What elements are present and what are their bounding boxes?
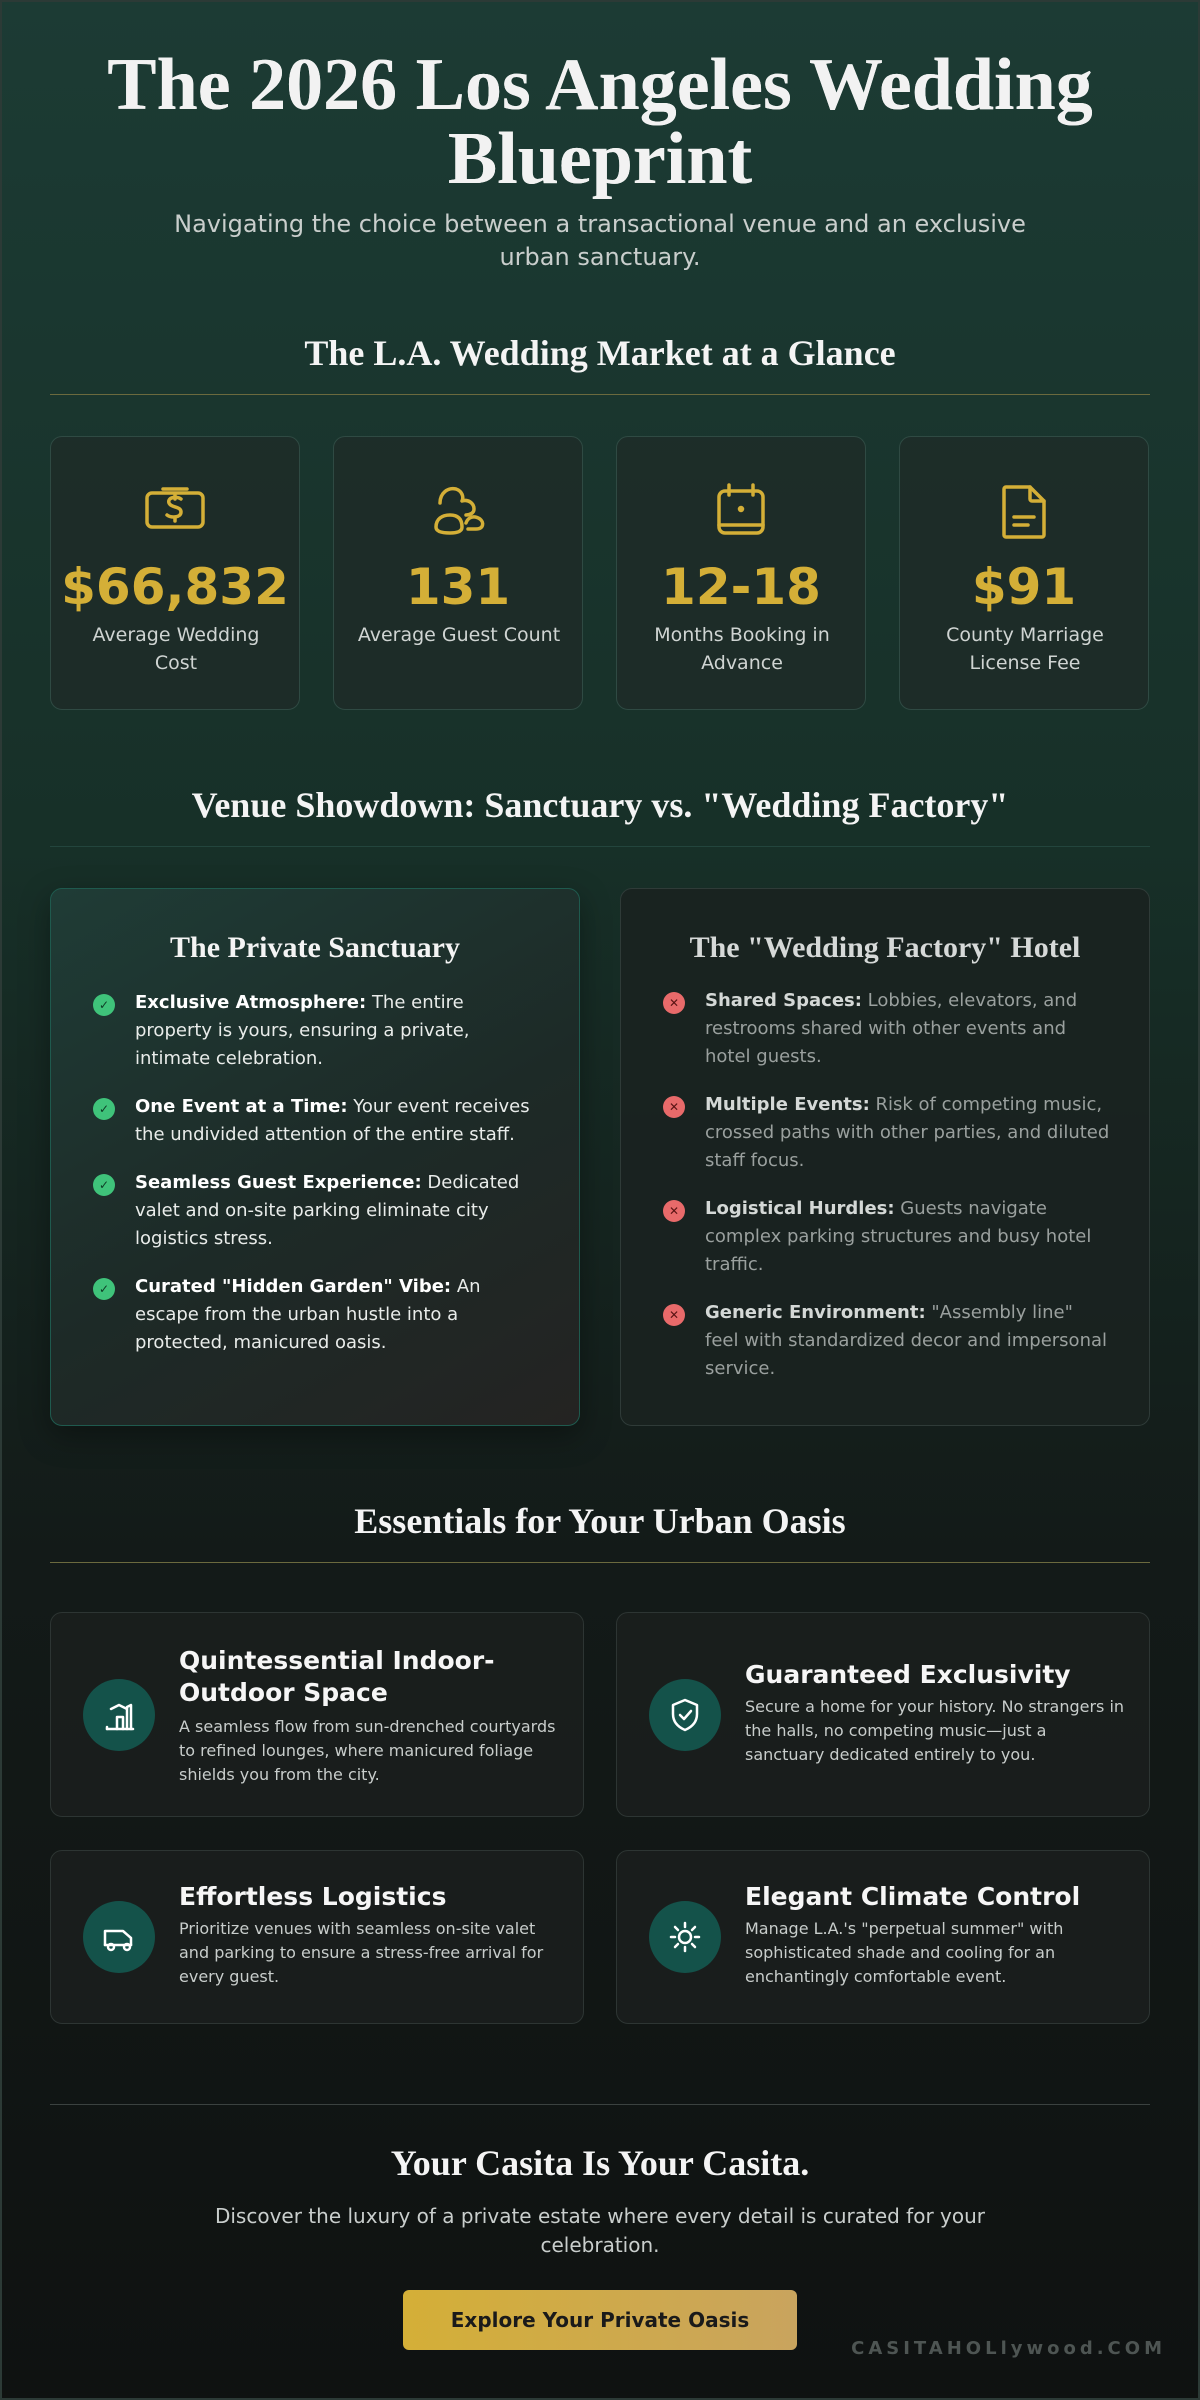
building-icon [83,1679,155,1751]
list-item [663,1299,1111,1383]
item-text: Guests navigate complex parking structures and busy hotel traffic. [705,1198,1092,1275]
list-item [663,1195,1111,1279]
factory-card-title: The "Wedding Factory" Hotel [689,931,1081,964]
essential-desc: Prioritize venues with seamless on-site valet and parking to ensure a stress-free arrival for every guest. [179,1919,544,1986]
brand-watermark: CASITAHOLlywood.COM [851,2338,1166,2359]
footer-divider [50,2104,1150,2105]
cross-icon: ✕ [663,1096,685,1118]
sun-icon [649,1901,721,1973]
essential-card-exclusivity [616,1612,1150,1817]
market-section-title: The L.A. Wedding Market at a Glance [304,333,896,373]
stat-value: 12-18 [661,558,821,616]
cross-icon: ✕ [663,992,685,1014]
explore-oasis-button[interactable]: Explore Your Private Oasis [403,2290,797,2350]
car-icon [83,1901,155,1973]
essentials-section-title: Essentials for Your Urban Oasis [354,1501,846,1541]
item-text: Risk of competing music, crossed paths with other parties, and diluted staff focus. [705,1094,1110,1171]
item-heading: Shared Spaces: [705,990,862,1011]
item-text: "Assembly line" feel with standardized decor and impersonal service. [705,1302,1108,1379]
stat-card-wedding-cost [50,436,300,710]
stat-label: Average Wedding Cost [92,624,260,674]
calendar-icon [617,481,865,541]
item-heading: Exclusive Atmosphere: [135,992,367,1013]
item-heading: Curated "Hidden Garden" Vibe: [135,1276,452,1297]
stat-label: Months Booking in Advance [654,624,830,674]
essential-title: Elegant Climate Control [745,1882,1081,1911]
section-divider [50,1562,1150,1563]
section-divider [50,846,1150,847]
list-item [93,989,541,1073]
essential-title: Guaranteed Exclusivity [745,1660,1071,1689]
list-item [93,1093,541,1149]
check-icon: ✓ [93,1098,115,1120]
item-heading: One Event at a Time: [135,1096,348,1117]
item-text: The entire property is yours, ensuring a private, intimate celebration. [135,992,470,1069]
check-icon: ✓ [93,994,115,1016]
money-icon [51,481,299,541]
stat-value: 131 [405,558,511,616]
factory-card [620,888,1150,1426]
stat-label: County Marriage License Fee [946,624,1104,674]
stat-card-license-fee [899,436,1149,710]
item-heading: Seamless Guest Experience: [135,1172,422,1193]
cross-icon: ✕ [663,1304,685,1326]
list-item [663,987,1111,1071]
cta-title: Your Casita Is Your Casita. [390,2143,810,2183]
essential-card-indoor-outdoor [50,1612,584,1817]
stat-card-booking-months [616,436,866,710]
item-text: Your event receives the undivided attention of the entire staff. [135,1096,530,1145]
essential-card-climate [616,1850,1150,2024]
item-text: Dedicated valet and on-site parking eliminate city logistics stress. [135,1172,520,1249]
page-subtitle: Navigating the choice between a transactional venue and an exclusive urban sanctuary. [174,210,1026,271]
item-heading: Generic Environment: [705,1302,926,1323]
showdown-section-title: Venue Showdown: Sanctuary vs. "Wedding Factory" [191,785,1009,825]
essential-title: Effortless Logistics [179,1882,447,1911]
item-text: An escape from the urban hustle into a protected, manicured oasis. [135,1276,481,1353]
list-item [663,1091,1111,1175]
shield-check-icon [649,1679,721,1751]
stat-label: Average Guest Count [357,624,561,646]
sanctuary-card-title: The Private Sanctuary [170,931,460,964]
sanctuary-card [50,888,580,1426]
list-item [93,1273,541,1357]
item-heading: Multiple Events: [705,1094,870,1115]
essential-card-logistics [50,1850,584,2024]
stat-card-guest-count [333,436,583,710]
check-icon: ✓ [93,1278,115,1300]
check-icon: ✓ [93,1174,115,1196]
essential-desc: Manage L.A.'s "perpetual summer" with sophisticated shade and cooling for an enchantingly comfortable event. [745,1919,1064,1986]
essential-desc: A seamless flow from sun-drenched courtyards to refined lounges, where manicured foliage shields you from the city. [179,1717,556,1784]
cta-description: Discover the luxury of a private estate where every detail is curated for your celebration. [214,2204,986,2257]
list-item [93,1169,541,1253]
stat-value: $91 [971,558,1077,616]
essential-title: Quintessential Indoor-Outdoor Space [179,1646,495,1707]
document-icon [900,481,1148,541]
page-title: The 2026 Los Angeles Wedding Blueprint [60,48,1140,196]
stat-value: $66,832 [61,558,289,616]
item-text: Lobbies, elevators, and restrooms shared with other events and hotel guests. [705,990,1078,1067]
cross-icon: ✕ [663,1200,685,1222]
section-divider [50,394,1150,395]
essential-desc: Secure a home for your history. No strangers in the halls, no competing music—just a sanctuary dedicated entirely to you. [745,1697,1125,1764]
item-heading: Logistical Hurdles: [705,1198,895,1219]
guests-icon [334,481,582,541]
